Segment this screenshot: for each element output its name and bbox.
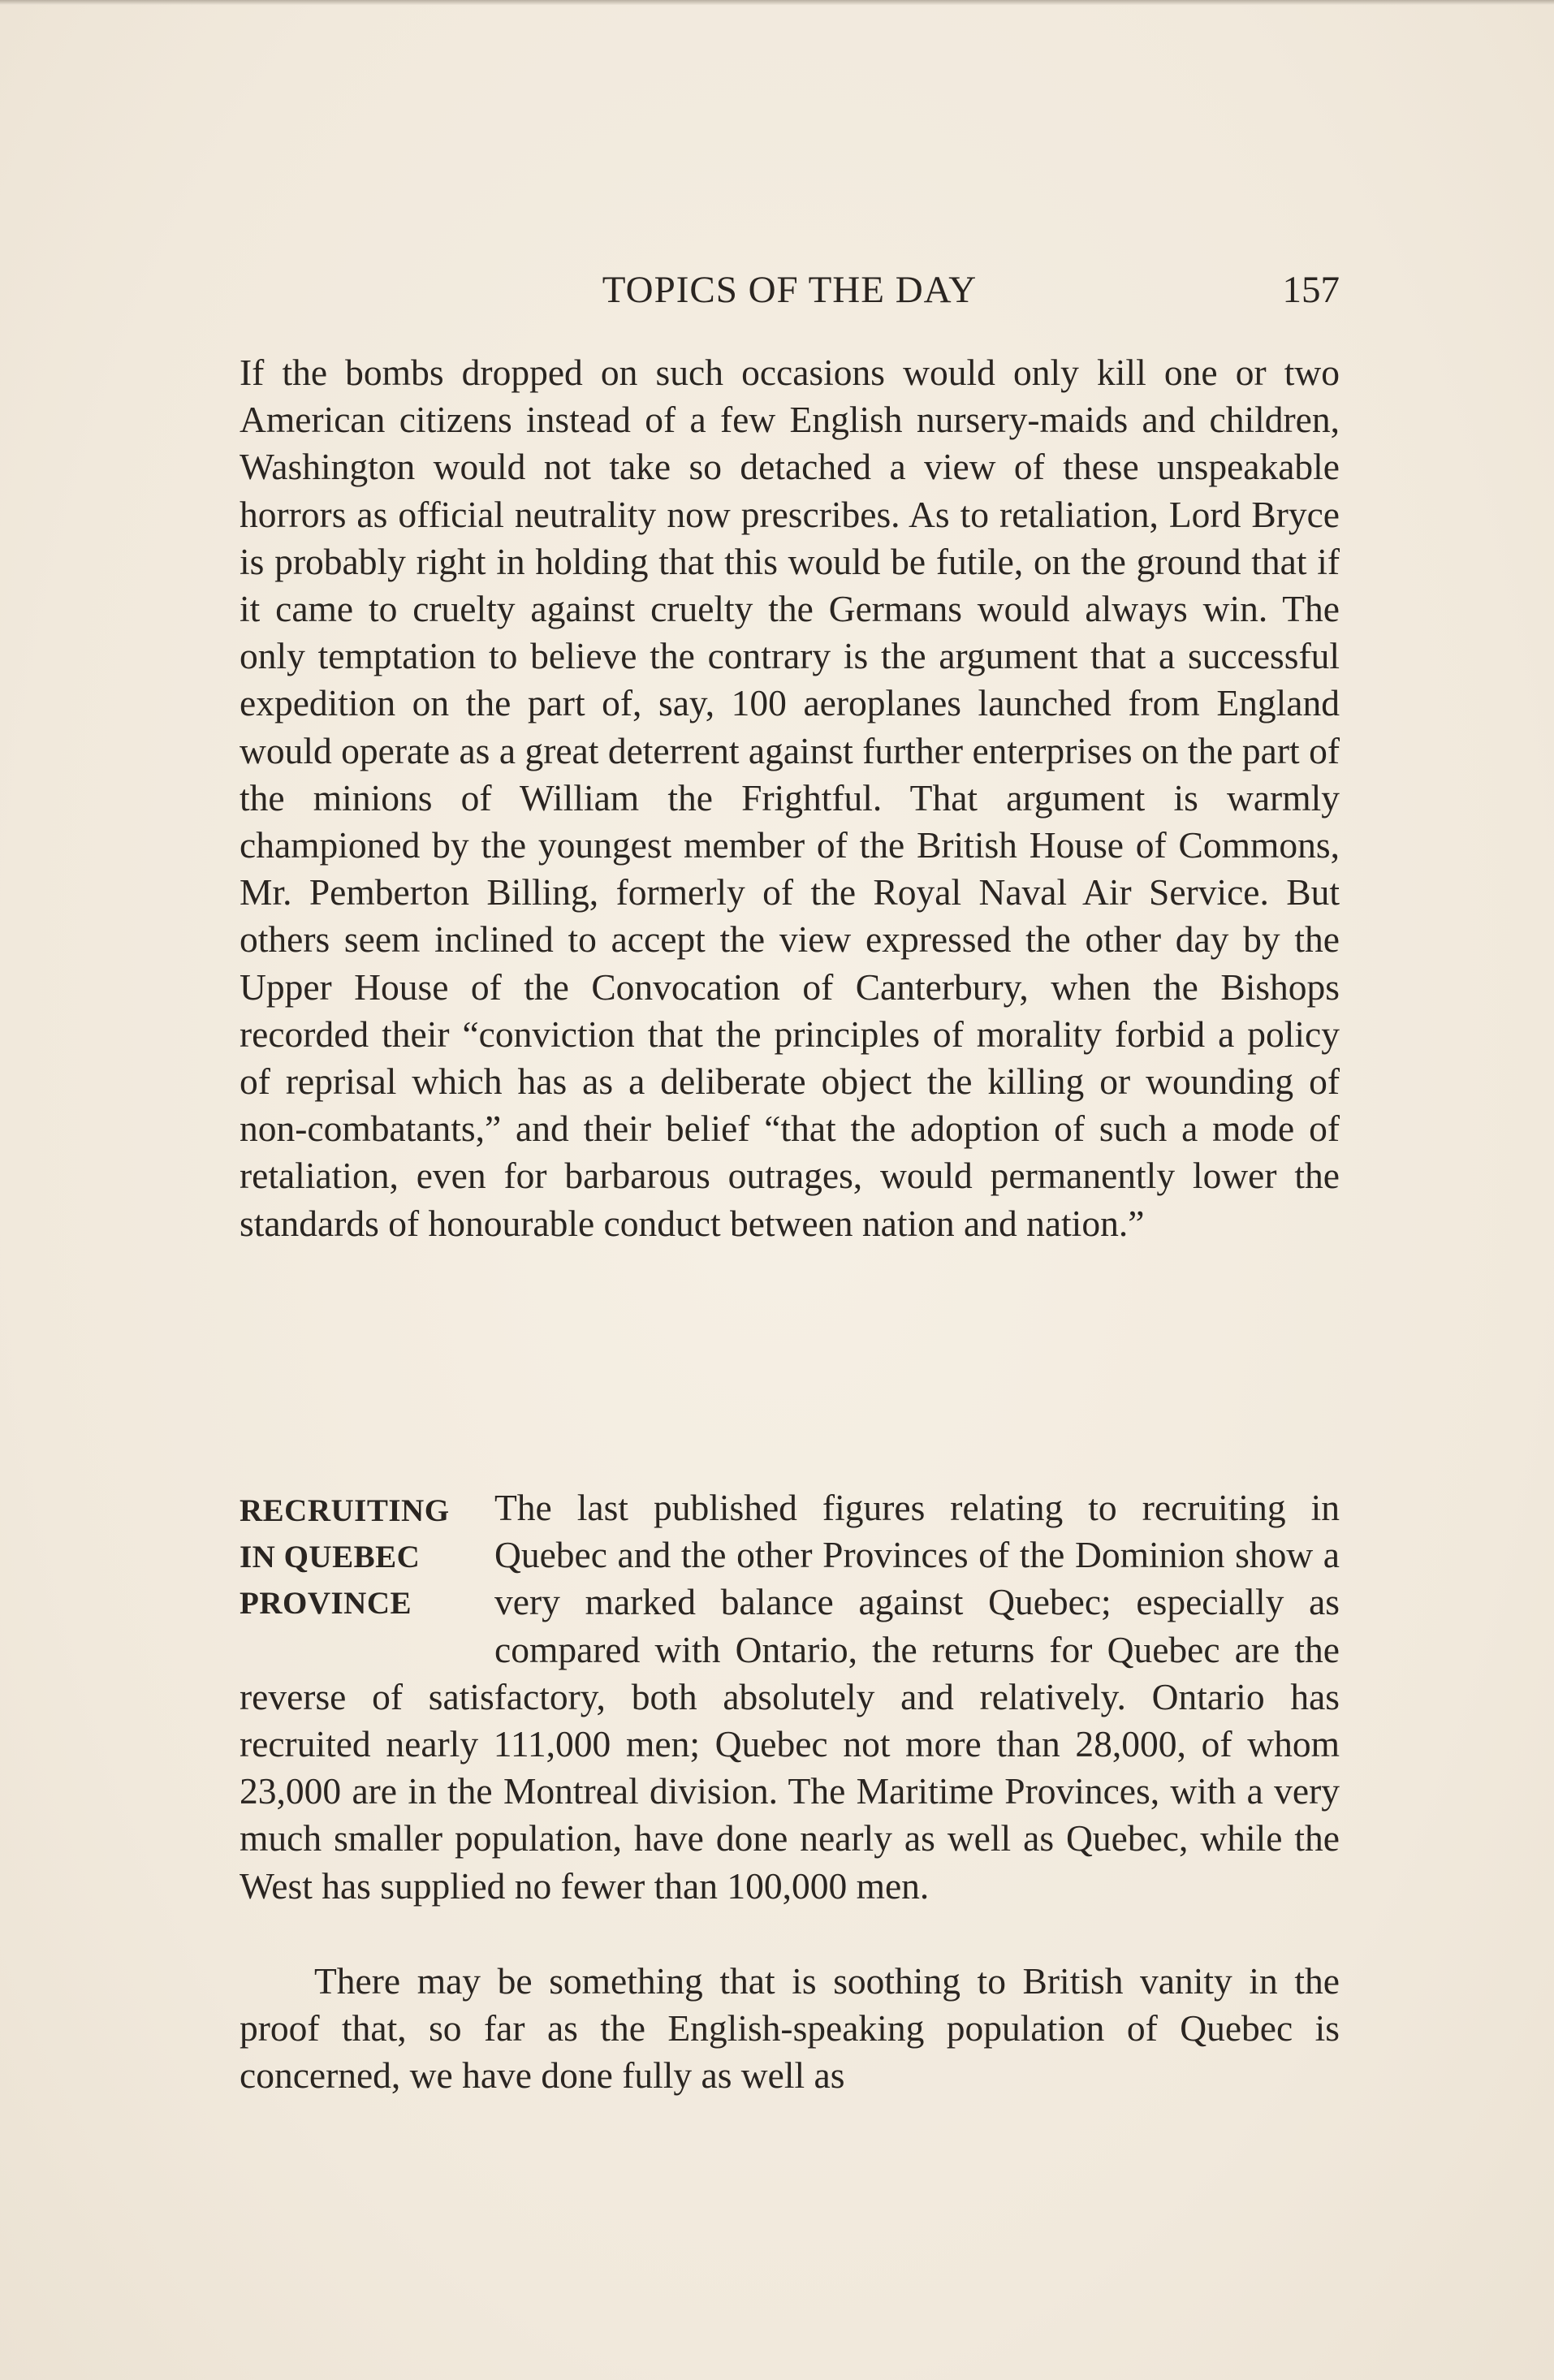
sidenote-line: PROVINCE bbox=[240, 1586, 412, 1621]
page-top-edge bbox=[0, 0, 1554, 5]
running-header bbox=[240, 261, 1340, 318]
paragraph-text: If the bombs dropped on such occasions would only kill one or two American citizens instead of a few English nursery-maids and children, Washington would not take so detached a view of these unspeakable horrors as official neutrality now prescribes. As to retaliation, Lord Bryce is probably right in holding that this would be futile, on the ground that if it came to cruelty against cruelty the Germans would always win. The only temptation to believe the contrary is the argument that a successful expedition on the part of, say, 100 aeroplanes launched from England would operate as a great deterrent against further enterprises on the part of the minions of William the Frightful. That argument is warmly championed by the youngest member of the British House of Commons, Mr. Pemberton Billing, formerly of the Royal Naval Air Service. But others seem inclined to accept the view expressed the other day by the Upper House of the Convocation of Canterbury, when the Bishops recorded their “conviction that the principles of morality forbid a policy of reprisal which has as a deliberate object the killing or wounding of non-combatants,” and their belief “that the adoption of such a mode of retaliation, even for barbarous outrages, would permanently lower the standards of honourable conduct between nation and nation.” bbox=[240, 352, 1340, 1244]
continuation-paragraph: There may be something that is soothing to British vanity in the proof that, so far as the English-speaking population of Quebec is concerned, we have done fully as well as bbox=[240, 1960, 1340, 2097]
body-paragraph-bombs bbox=[240, 349, 1340, 1247]
section-recruiting-quebec bbox=[240, 1484, 1340, 1910]
sidenote-line: IN QUEBEC bbox=[240, 1540, 421, 1574]
sidenote-line: RECRUITING bbox=[240, 1493, 450, 1528]
section-paragraph: The last published figures relating to recruiting in Quebec and the other Provinces of the Dominion show a very marked balance against Quebec; especially as compared with Ontario, the returns for Quebec are the reverse of satisfactory, both absolutely and relatively. Ontario has recruited nearly 111,000 men; Quebec not more than 28,000, of whom 23,000 are in the Montreal division. The Maritime Provinces, with a very much smaller population, have done nearly as well as Quebec, while the West has supplied no fewer than 100,000 men. bbox=[240, 1487, 1340, 1907]
running-title: TOPICS OF THE DAY bbox=[602, 269, 978, 311]
page-number: 157 bbox=[1282, 269, 1340, 311]
section-sidenote bbox=[240, 1488, 483, 1626]
